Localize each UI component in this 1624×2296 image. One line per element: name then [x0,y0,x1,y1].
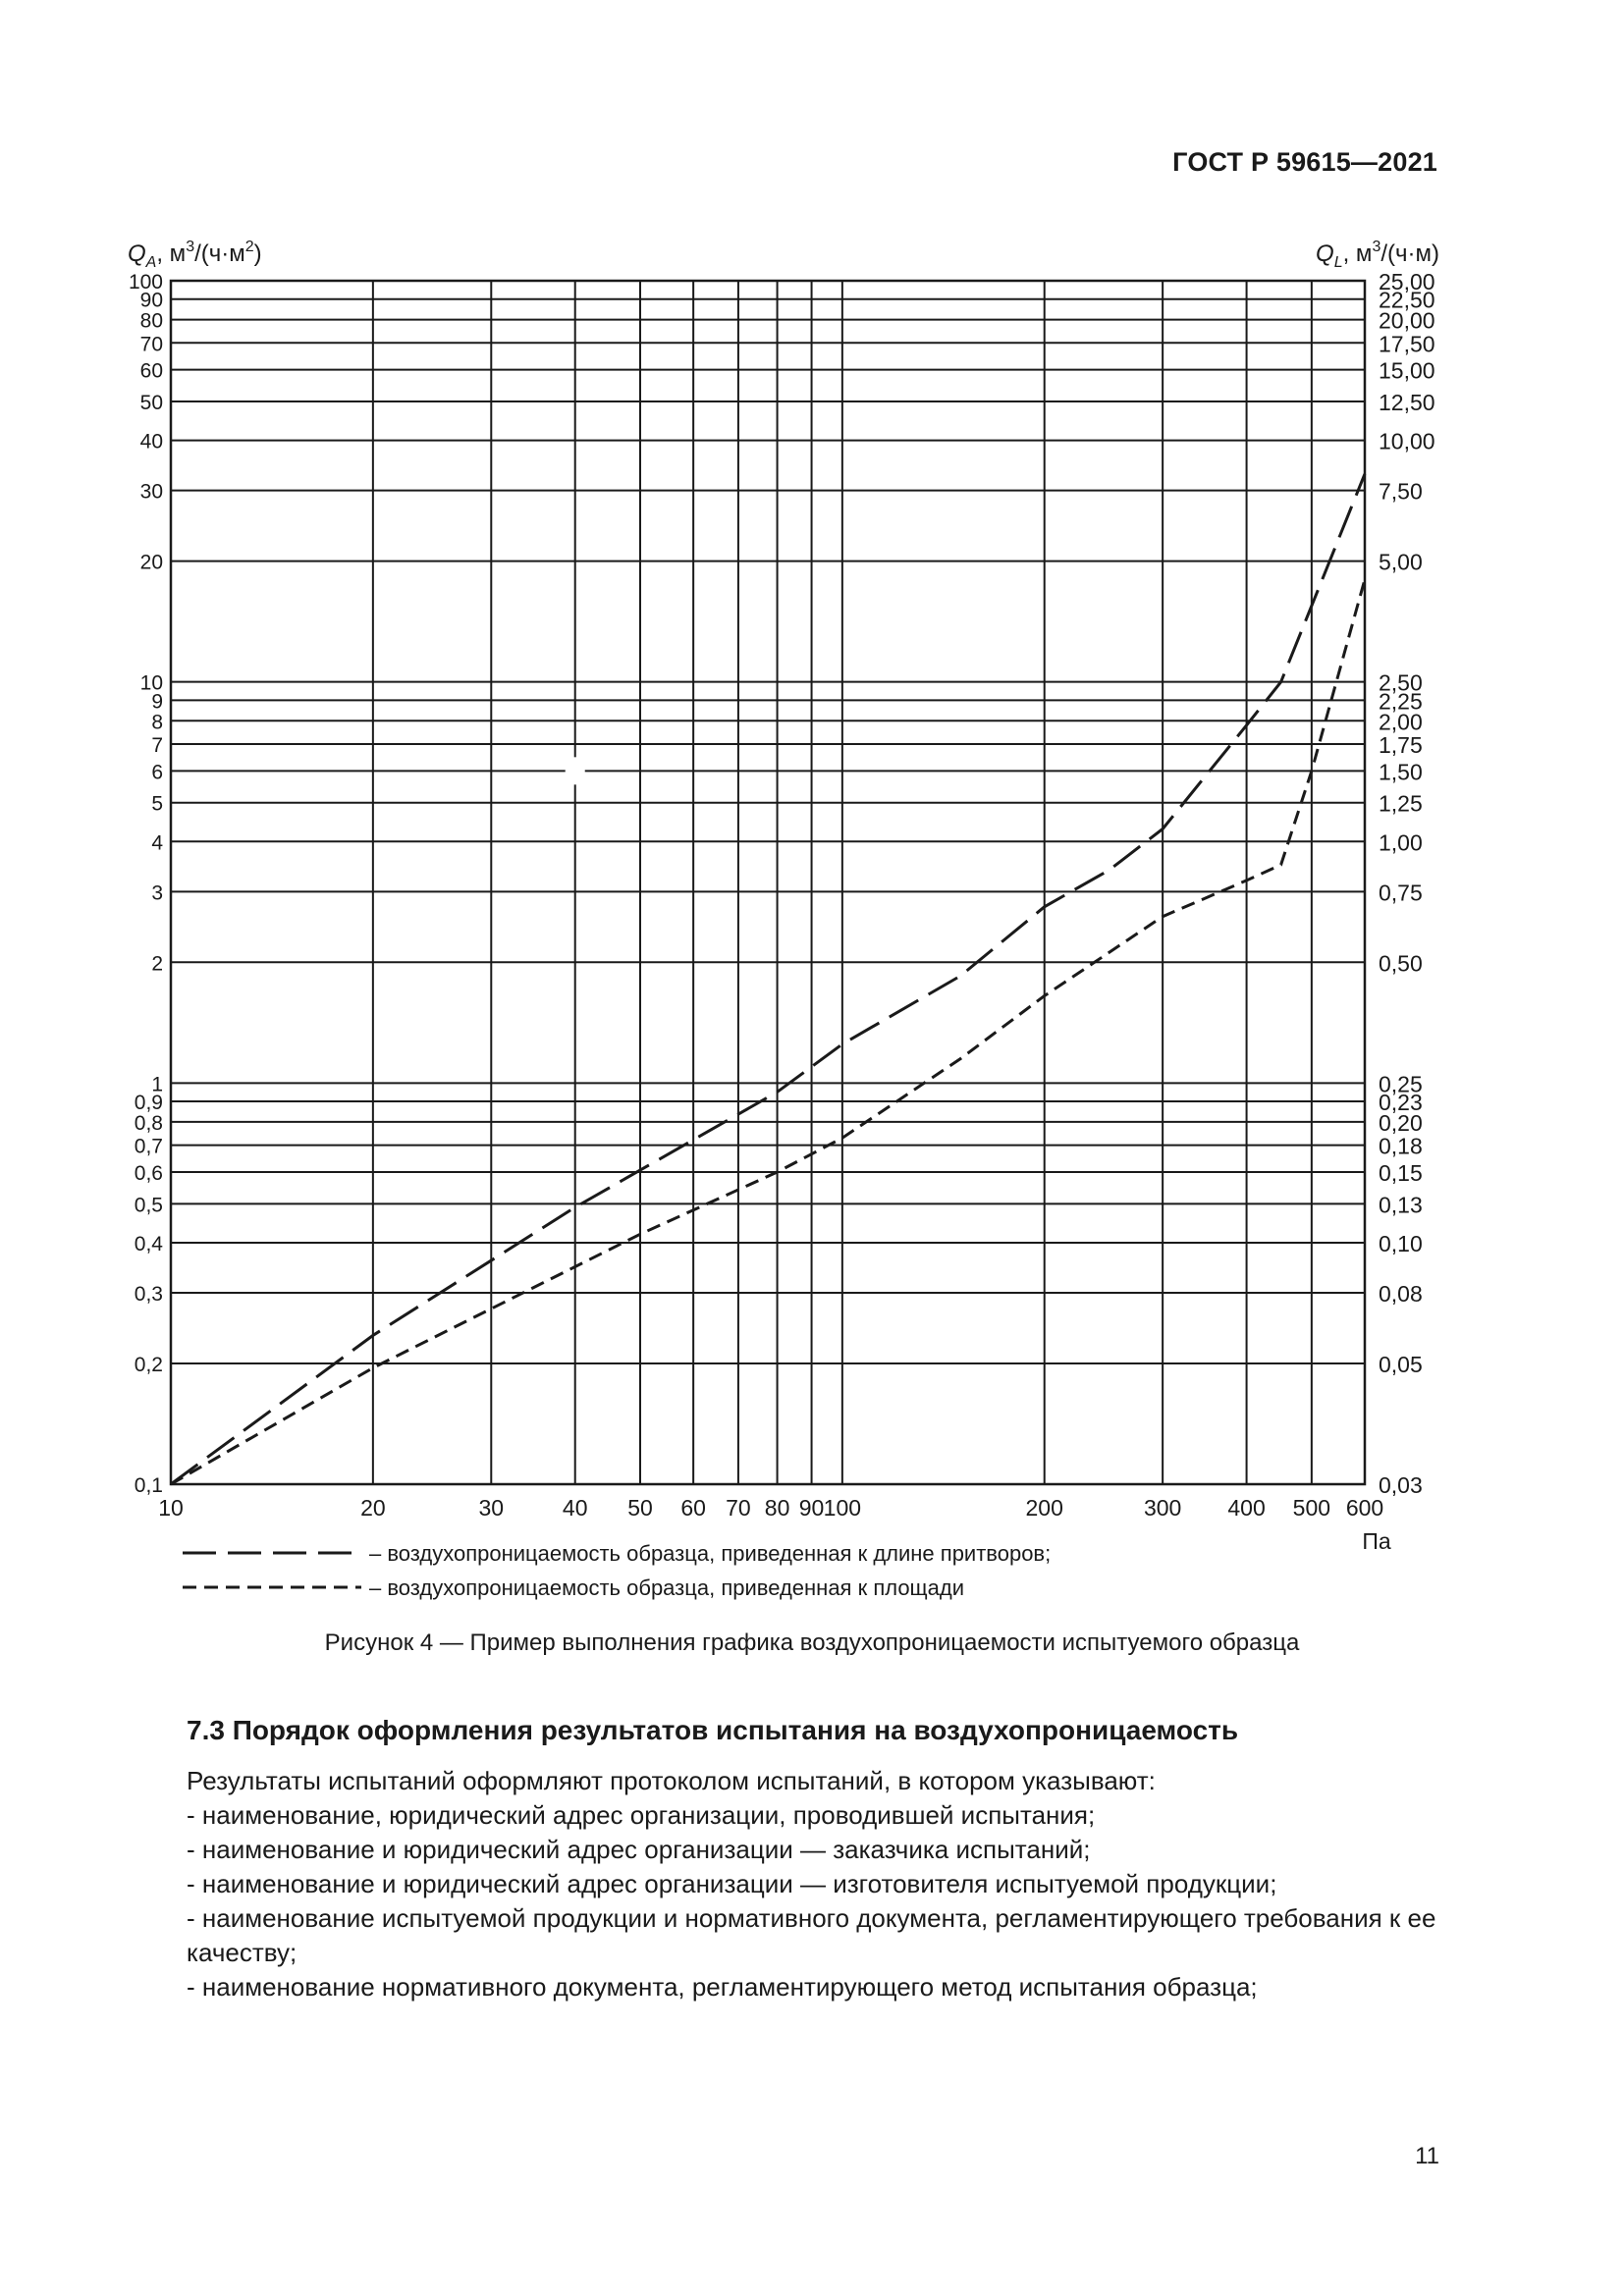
left-tick-label: 0,3 [134,1283,163,1307]
right-tick-label: 7,50 [1379,478,1423,505]
section-title: 7.3 Порядок оформления результатов испытания на воздухопроницаемость [187,1715,1239,1745]
left-tick-label: 8 [151,711,163,734]
x-tick-label: 20 [360,1495,386,1521]
right-tick-label: 0,23 [1379,1090,1423,1116]
left-axis-title: $Q_A$, $м^3/(ч\cdot м^2)$ [128,239,262,271]
requirements-list [187,1798,1443,2004]
left-tick-label: 0,8 [134,1111,163,1135]
left-tick-label: 9 [151,690,163,714]
right-tick-label: 0,18 [1379,1133,1423,1159]
right-tick-label: 0,13 [1379,1192,1423,1218]
left-tick-label: 0,5 [134,1194,163,1217]
right-tick-label: 20,00 [1379,307,1435,334]
right-tick-label: 17,50 [1379,331,1435,357]
left-tick-label: 0,1 [134,1474,163,1497]
right-tick-label: 10,00 [1379,428,1435,454]
right-tick-label: 1,50 [1379,759,1423,785]
list-item: - наименование и юридический адрес организации — изготовителя испытуемой продукции; [187,1869,1277,1898]
left-tick-label: 30 [139,480,163,504]
x-tick-label: 50 [627,1495,653,1521]
right-tick-label: 2,00 [1379,709,1423,735]
left-tick-label: 0,6 [134,1161,163,1185]
x-tick-label: 90 [798,1495,825,1521]
right-axis-title: $Q_L$, $м^3/(ч\cdot м)$ [1316,239,1439,271]
right-tick-label: 0,03 [1379,1472,1423,1498]
left-tick-label: 100 [128,271,163,294]
section-body [187,1764,1443,2004]
left-tick-label: 0,4 [134,1232,163,1255]
right-tick-label: 22,50 [1379,287,1435,313]
x-tick-label: 60 [680,1495,706,1521]
right-tick-label: 0,50 [1379,950,1423,977]
x-tick-label: 200 [1025,1495,1063,1521]
left-tick-label: 3 [151,881,163,905]
left-tick-label: 10 [139,671,163,695]
chart-tick-labels [129,269,1435,1554]
list-item: - наименование испытуемой продукции и нормативного документа, регламентирующего требования к ее качеству; [187,1903,1436,1967]
left-tick-label: 80 [139,309,163,333]
right-tick-label: 0,75 [1379,880,1423,906]
x-tick-label: 80 [764,1495,790,1521]
left-tick-label: 6 [151,761,163,784]
left-tick-label: 60 [139,359,163,383]
right-tick-label: 25,00 [1379,269,1435,294]
legend-label-2: – воздухопроницаемость образца, приведенная к площади [369,1575,965,1600]
page-number: 11 [1415,2143,1439,2169]
left-tick-label: 0,7 [134,1135,163,1158]
right-tick-label: 5,00 [1379,549,1423,575]
section-intro: Результаты испытаний оформляют протоколом испытаний, в котором указывают: [187,1766,1156,1795]
left-tick-label: 1 [151,1073,163,1096]
figure-caption: Рисунок 4 — Пример выполнения графика воздухопроницаемости испытуемого образца [324,1629,1300,1656]
right-tick-label: 0,10 [1379,1230,1423,1256]
x-tick-label: 300 [1143,1495,1182,1521]
left-tick-label: 7 [151,733,163,757]
right-tick-label: 0,08 [1379,1281,1423,1308]
series-line-2 [171,579,1365,1484]
right-tick-label: 15,00 [1379,357,1435,384]
x-tick-label: 70 [726,1495,751,1521]
left-tick-label: 0,2 [134,1353,163,1376]
left-tick-label: 40 [139,430,163,454]
x-tick-label: 40 [562,1495,588,1521]
left-tick-label: 20 [139,551,163,574]
chart-legend [183,1541,1051,1600]
x-tick-label: 30 [478,1495,505,1521]
list-item: - наименование нормативного документа, регламентирующего метод испытания образца; [187,1972,1258,2002]
left-tick-label: 4 [151,831,163,855]
x-tick-label: 10 [158,1495,184,1521]
series-line-1 [171,474,1365,1484]
x-unit-label: Па [1362,1528,1391,1554]
right-tick-label: 12,50 [1379,390,1435,416]
left-tick-label: 90 [139,289,163,312]
plot-frame [171,281,1365,1484]
x-tick-label: 100 [823,1495,862,1521]
left-tick-label: 5 [151,792,163,816]
left-tick-label: 70 [139,333,163,356]
legend-label-1: – воздухопроницаемость образца, приведенная к длине притворов; [369,1541,1052,1566]
right-tick-label: 0,25 [1379,1071,1423,1097]
right-tick-label: 2,25 [1379,688,1423,715]
chart-axis-titles [128,239,1439,271]
chart-grid [171,281,1365,1484]
standard-code: ГОСТ Р 59615—2021 [1172,147,1437,177]
x-tick-label: 600 [1345,1495,1384,1521]
right-tick-label: 0,20 [1379,1109,1423,1136]
chart-series [171,474,1365,1484]
x-tick-label: 400 [1227,1495,1266,1521]
list-item: - наименование и юридический адрес организации — заказчика испытаний; [187,1835,1091,1864]
x-tick-label: 500 [1292,1495,1331,1521]
list-item: - наименование, юридический адрес организации, проводившей испытания; [187,1800,1096,1830]
right-tick-label: 2,50 [1379,669,1423,696]
left-tick-label: 2 [151,952,163,976]
right-tick-label: 0,15 [1379,1159,1423,1186]
right-tick-label: 0,05 [1379,1351,1423,1377]
left-tick-label: 0,9 [134,1092,163,1115]
right-tick-label: 1,00 [1379,829,1423,856]
left-tick-label: 50 [139,392,163,415]
right-tick-label: 1,75 [1379,731,1423,758]
right-tick-label: 1,25 [1379,790,1423,817]
